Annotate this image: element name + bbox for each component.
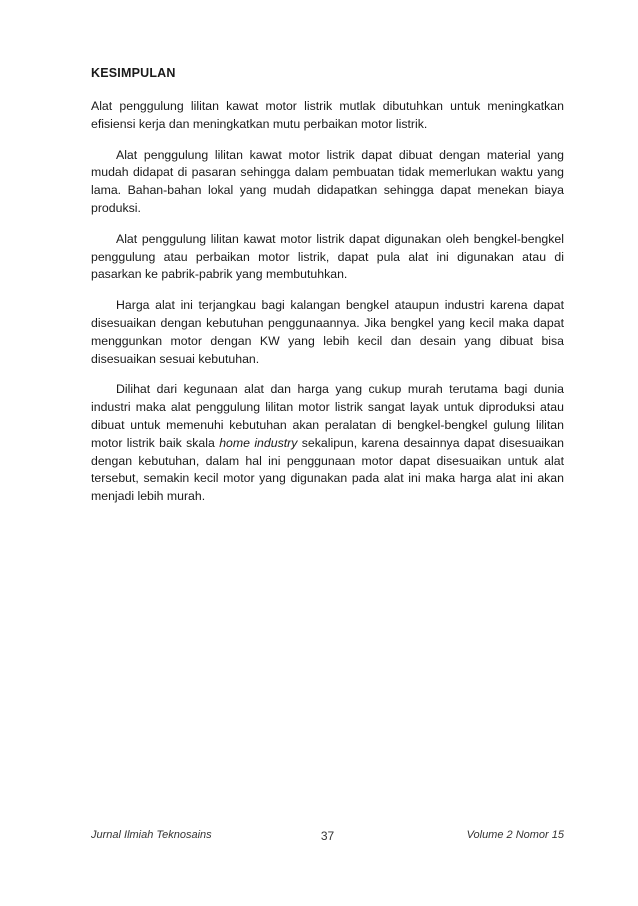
paragraph-3: Alat penggulung lilitan kawat motor listrik dapat digunakan oleh bengkel-bengkel penggulung atau perbaikan motor listrik, dapat pula alat ini digunakan atau di pasarkan ke pabrik-pabrik yang membutuhkan.	[91, 231, 564, 282]
paragraph-1: Alat penggulung lilitan kawat motor listrik mutlak dibutuhkan untuk meningkatkan efisiensi kerja dan meningkatkan mutu perbaikan motor listrik.	[91, 99, 564, 131]
paragraph-2: Alat penggulung lilitan kawat motor listrik dapat dibuat dengan material yang mudah didapat di pasaran sehingga dalam pembuatan tidak memerlukan waktu yang lama. Bahan-bahan lokal yang mudah didapatkan sehingga dapat menekan biaya produksi.	[91, 147, 564, 215]
section-heading: KESIMPULAN	[91, 66, 176, 80]
footer-volume: Volume 2 Nomor 15	[466, 829, 564, 841]
paragraph-5-text-b: sekalipun, karena desainnya dapat disesuaikan dengan kebutuhan, dalam hal ini penggunaan motor dapat disesuaikan untuk alat tersebut, semakin kecil motor yang digunakan pada alat ini maka harga alat ini akan menjadi lebih murah.	[91, 435, 564, 504]
page-footer	[91, 829, 564, 845]
paragraph-5-italic: home industry	[219, 435, 298, 450]
paragraph-4: Harga alat ini terjangkau bagi kalangan bengkel ataupun industri karena dapat disesuaikan dengan kebutuhan penggunaannya. Jika bengkel yang kecil maka dapat menggunkan motor dengan KW yang lebih kecil dan desain yang dibuat bisa disesuaikan sesuai kebutuhan.	[91, 298, 564, 366]
body-text	[91, 98, 564, 519]
footer-page-number: 37	[320, 829, 335, 843]
document-page	[91, 0, 564, 906]
paragraph-5	[91, 381, 564, 506]
footer-journal-name: Jurnal Ilmiah Teknosains	[91, 829, 212, 841]
paragraph-5-text-a: Dilihat dari kegunaan alat dan harga yang cukup murah terutama bagi dunia industri maka alat penggulung lilitan motor listrik sangat layak untuk diproduksi atau dibuat untuk memenuhi kebutuhan akan peralatan di bengkel-bengkel gulung lilitan motor listrik baik skala	[91, 382, 564, 450]
